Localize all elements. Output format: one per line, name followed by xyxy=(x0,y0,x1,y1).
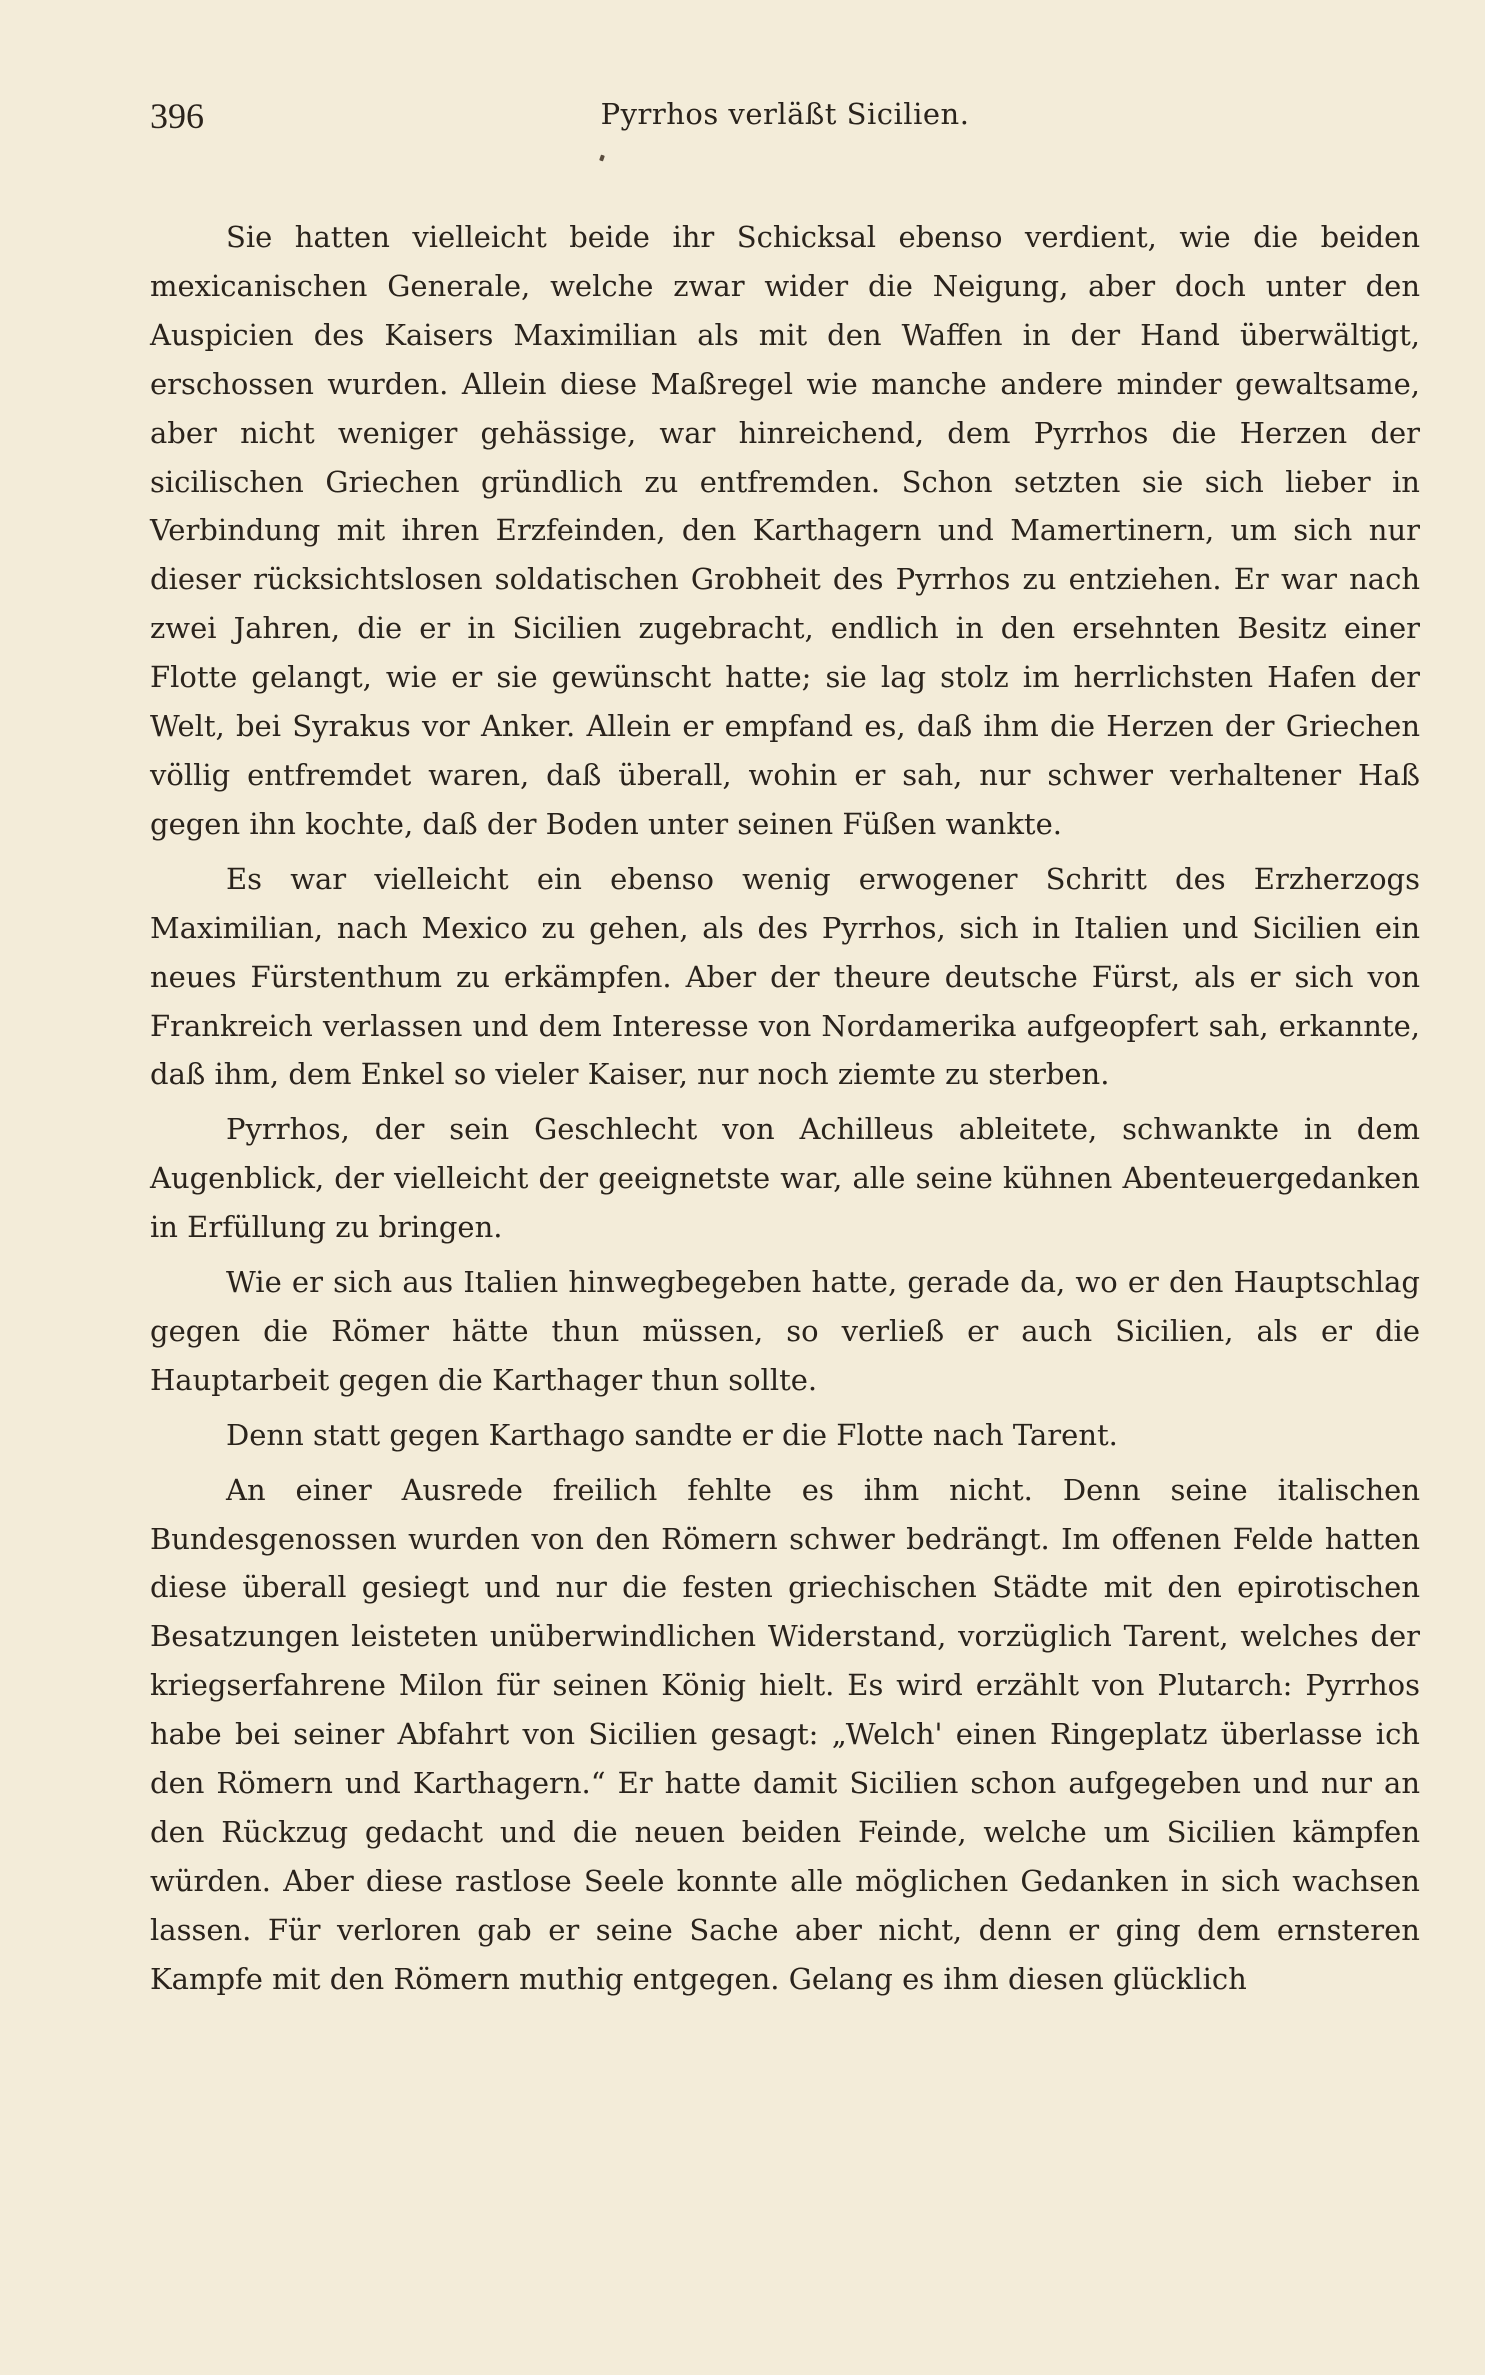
page xyxy=(150,95,1420,2004)
body-text xyxy=(150,213,1420,2004)
paragraph-text: Es war vielleicht ein ebenso wenig erwogener Schritt des Erzherzogs Maximilian, nach Mexico zu gehen, als des Pyrrhos, sich in Italien und Sicilien ein neues Fürstenthum zu erkämpfen. Aber der theure deutsche Fürst, als er sich von Frankreich verlassen und dem Interesse von Nordamerika aufgeopfert sah, erkannte, daß ihm, dem Enkel so vieler Kaiser, nur noch ziemte zu sterben. xyxy=(150,861,1420,1092)
paragraph-text: An einer Ausrede freilich fehlte es ihm nicht. Denn seine italischen Bundesgenossen wurden von den Römern schwer bedrängt. Im offenen Felde hatten diese überall gesiegt und nur die festen griechischen Städte mit den epirotischen Besatzungen leisteten unüberwindlichen Widerstand, vorzüglich Tarent, welches der kriegserfahrene Milon für seinen König hielt. Es wird erzählt von Plutarch: Pyrrhos habe bei seiner Abfahrt von Sicilien gesagt: „Welch' einen Ringeplatz überlasse ich den Römern und Karthagern.“ Er hatte damit Sicilien schon aufgegeben und nur an den Rückzug gedacht und die neuen beiden Feinde, welche um Sicilien kämpfen würden. Aber diese rastlose Seele konnte alle möglichen Gedanken in sich wachsen lassen. Für verloren gab er seine Sache aber nicht, denn er ging dem ernsteren Kampfe mit den Römern muthig entgegen. Gelang es ihm diesen glücklich xyxy=(150,1472,1420,1996)
page-number: 396 xyxy=(150,96,204,136)
running-title: Pyrrhos verläßt Sicilien. xyxy=(600,97,970,131)
paragraph xyxy=(150,1258,1420,1405)
paragraph xyxy=(150,855,1420,1100)
paragraph-text: Denn statt gegen Karthago sandte er die Flotte nach Tarent. xyxy=(226,1417,1118,1452)
paragraph xyxy=(150,1466,1420,2004)
paragraph-text: Pyrrhos, der sein Geschlecht von Achilleus ableitete, schwankte in dem Augenblick, der vielleicht der geeignetste war, alle seine kühnen Abenteuergedanken in Erfüllung zu bringen. xyxy=(150,1112,1420,1245)
running-head xyxy=(150,95,1420,155)
paragraph xyxy=(150,213,1420,849)
paragraph xyxy=(150,1105,1420,1252)
paragraph xyxy=(150,1411,1420,1460)
paragraph-text: Wie er sich aus Italien hinwegbegeben hatte, gerade da, wo er den Hauptschlag gegen die Römer hätte thun müssen, so verließ er auch Sicilien, als er die Hauptarbeit gegen die Karthager thun sollte. xyxy=(150,1265,1420,1397)
paragraph-text: Sie hatten vielleicht beide ihr Schicksal ebenso verdient, wie die beiden mexicanischen Generale, welche zwar wider die Neigung, aber doch unter den Auspicien des Kaisers Maximilian als mit den Waffen in der Hand überwältigt, erschossen wurden. Allein diese Maßregel wie manche andere minder gewaltsame, aber nicht weniger gehässige, war hinreichend, dem Pyrrhos die Herzen der sicilischen Griechen gründlich zu entfremden. Schon setzten sie sich lieber in Verbindung mit ihren Erzfeinden, den Karthagern und Mamertinern, um sich nur dieser rücksichtslosen soldatischen Grobheit des Pyrrhos zu entziehen. Er war nach zwei Jahren, die er in Sicilien zugebracht, endlich in den ersehnten Besitz einer Flotte gelangt, wie er sie gewünscht hatte; sie lag stolz im herrlichsten Hafen der Welt, bei Syrakus vor Anker. Allein er empfand es, daß ihm die Herzen der Griechen völlig entfremdet waren, daß überall, wohin er sah, nur schwer verhaltener Haß gegen ihn kochte, daß der Boden unter seinen Füßen wankte. xyxy=(150,220,1420,841)
